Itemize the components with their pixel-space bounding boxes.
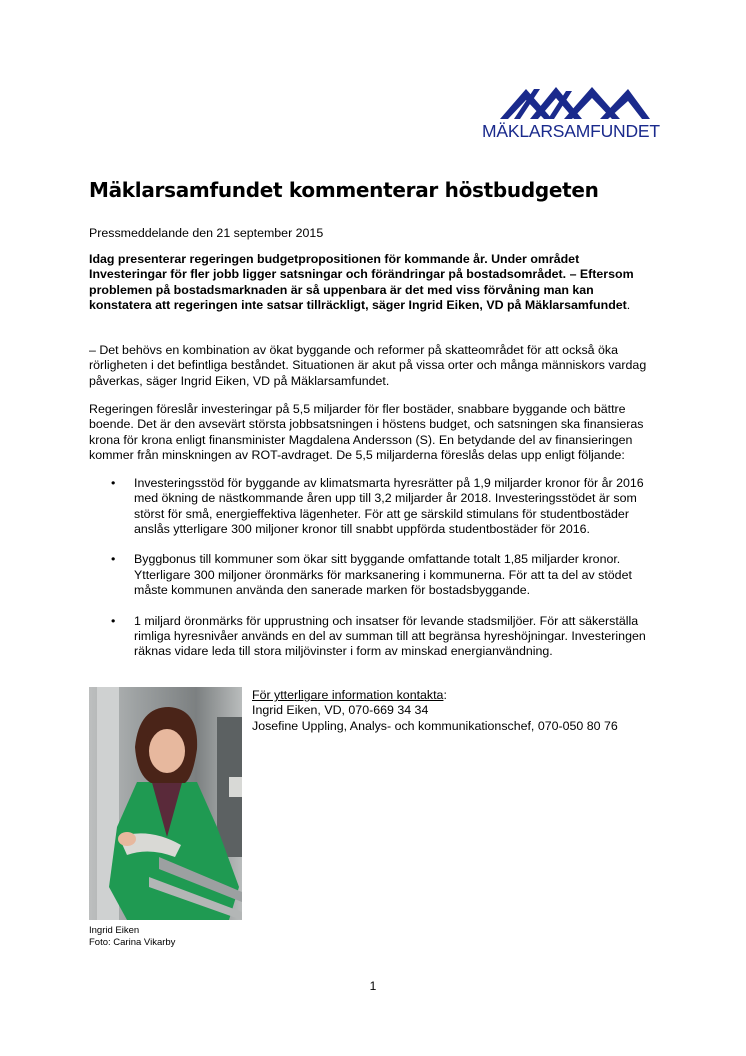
list-item-text: 1 miljard öronmärks för upprustning och insatser för levande stadsmiljöer. För att säkerställa rimliga hyresnivåer används en del av summan till att begränsa hyreshöjningar. Investeringen räknas vidare leda till stora miljövinster i form av minskad energianvändning. xyxy=(134,613,646,659)
contact-line: Ingrid Eiken, VD, 070-669 34 34 xyxy=(252,703,429,718)
list-item-text: Byggbonus till kommuner som ökar sitt byggande omfattande totalt 1,85 miljarder kronor. Ytterligare 300 miljoner öronmärks för marksanering i kommunerna. För att ta del av stödet måste kommunen använda den sanerade marken för bostadsbyggande. xyxy=(134,552,632,598)
quote-paragraph: – Det behövs en kombination av ökat byggande och reformer på skatteområdet för att också öka rörligheten i det befintliga beståndet. Situationen är akut på vissa orter och många människors vardag påverkas, säger Ingrid Eiken, VD på Mäklarsamfundet. xyxy=(89,343,647,388)
caption-credit: Foto: Carina Vikarby xyxy=(89,937,176,948)
list-item xyxy=(89,614,655,660)
contact-heading: För ytterligare information kontakta xyxy=(252,688,444,702)
government-paragraph: Regeringen föreslår investeringar på 5,5 miljarder för fler bostäder, snabbare byggande och bättre boende. Det är den avsevärt största jobbsatsningen i höstens budget, och satsningen ska finansieras krona för krona enligt finansminister Magdalena Andersson (S). En betydande del av finansieringen kommer från minskningen av ROT-avdraget. De 5,5 miljarderna föreslås delas upp enligt följande: xyxy=(89,402,644,462)
bullet-dot: • xyxy=(111,476,116,490)
caption-name: Ingrid Eiken xyxy=(89,925,140,936)
bullet-dot: • xyxy=(111,552,116,567)
contact-line: Josefine Uppling, Analys- och kommunikationschef, 070-050 80 76 xyxy=(252,718,618,733)
logo-text: MÄKLARSAMFUNDET xyxy=(482,121,660,141)
photo-caption xyxy=(89,925,175,949)
lead-paragraph xyxy=(89,252,655,313)
list-item-text: Investeringsstöd för byggande av klimatsmarta hyresrätter på 1,9 miljarder kronor för år 2016 med ökning de nästkommande åren upp till 3,2 miljarder år 2018. Investeringsstödet är som störst för små, energieffektiva lägenheter. För att ge särskild stimulans för studentbostäder anslås ytterligare 300 miljoner kronor till snabbt uppförda studentbostäder för 2016. xyxy=(134,476,644,536)
portrait-photo xyxy=(89,687,242,920)
bullet-list xyxy=(89,476,655,675)
page-title: Mäklarsamfundet kommenterar höstbudgeten xyxy=(89,178,599,202)
list-item xyxy=(89,476,655,537)
logo xyxy=(482,85,660,142)
lead-text: Idag presenterar regeringen budgetpropositionen för kommande år. Under området Investeringar för fler jobb ligger satsningar och förändringar på bostadsområdet. – Eftersom problemen på bostadsmarknaden är så uppenbara är det med viss förvåning man kan konstatera att regeringen inte satsar tillräckligt, säger Ingrid Eiken, VD på Mäklarsamfundet xyxy=(89,252,634,312)
page-number: 1 xyxy=(369,979,377,993)
list-item xyxy=(89,552,655,598)
bullet-dot: • xyxy=(111,613,116,628)
lead-end: . xyxy=(626,297,631,312)
contact-heading-colon: : xyxy=(443,688,447,702)
contact-block xyxy=(252,688,618,734)
date-line: Pressmeddelande den 21 september 2015 xyxy=(89,226,324,240)
contact-heading-line xyxy=(252,688,618,703)
logo-mountains-icon xyxy=(500,85,650,119)
